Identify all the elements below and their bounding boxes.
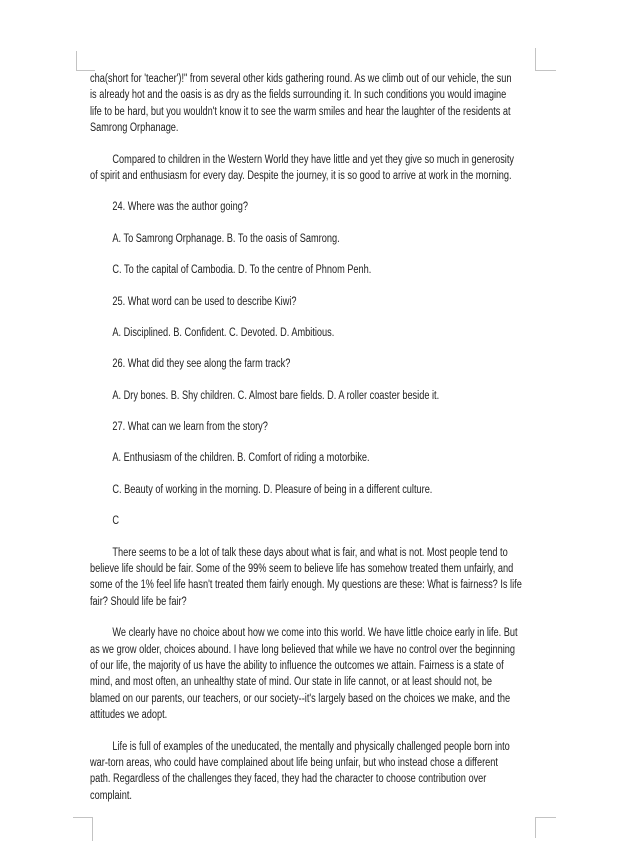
text-line: A. To Samrong Orphanage. B. To the oasis of Samrong. <box>112 232 340 245</box>
text-line: C. To the capital of Cambodia. D. To the centre of Phnom Penh. <box>112 264 372 277</box>
paragraph <box>90 388 560 404</box>
text-line: Samrong Orphanage. <box>90 122 179 135</box>
paragraph <box>90 545 560 611</box>
text-line: cha(short for 'teacher')!" from several other kids gathering round. As we climb out of our vehicle, the sun <box>90 73 512 85</box>
text-line: There seems to be a lot of talk these days about what is fair, and what is not. Most people tend to <box>112 546 508 559</box>
paragraph <box>90 294 560 310</box>
paragraph <box>90 450 560 466</box>
paragraph <box>90 419 560 435</box>
text-line: blamed on our parents, our teachers, or our society--it's largely based on the choices we make, and the <box>90 692 511 705</box>
paragraph <box>90 625 560 723</box>
text-line: believe life should be fair. Some of the 99% seem to believe life has somehow treated them unfairly, and <box>90 563 514 576</box>
text-line: fair? Should life be fair? <box>90 595 187 608</box>
paragraph <box>90 231 560 247</box>
text-line: of spirit and enthusiasm for every day. Despite the journey, it is so good to arrive at work in the morning. <box>90 169 512 182</box>
text-line: Compared to children in the Western World they have little and yet they give so much in generosity <box>112 153 515 166</box>
text-line: complaint. <box>90 789 132 802</box>
text-line: is already hot and the oasis is as dry as the fields surrounding it. In such conditions you would imagine <box>90 89 507 102</box>
paragraph <box>90 262 560 278</box>
text-line: mind, and most often, an unhealthy state of mind. Our state in life cannot, or at least should not, be <box>90 676 492 689</box>
paragraph <box>90 739 560 805</box>
text-line: war-torn areas, who could have complained about life being unfair, but who instead chose a different <box>90 756 498 769</box>
text-line: as we grow older, choices abound. I have long believed that while we have no control over the beginning <box>90 643 516 656</box>
crop-mark-bottom-right <box>535 817 556 838</box>
text-line: 25. What word can be used to describe Kiwi? <box>112 295 297 308</box>
text-line: A. Dry bones. B. Shy children. C. Almost bare fields. D. A roller coaster beside it. <box>112 389 440 402</box>
paragraph <box>90 152 560 185</box>
text-line: 27. What can we learn from the story? <box>112 421 268 434</box>
text-line: of our life, the majority of us have the ability to influence the outcomes we attain. Fairness is a state of <box>90 659 504 672</box>
paragraph <box>90 71 560 137</box>
paragraph <box>90 356 560 372</box>
crop-mark-top-right <box>535 48 556 71</box>
paragraph <box>90 482 560 498</box>
crop-mark-top-left <box>76 51 95 71</box>
text-line: life to be hard, but you wouldn't know it to see the warm smiles and hear the laughter of the residents at <box>90 105 511 118</box>
text-line: some of the 1% feel life hasn't treated them fairly enough. My questions are these: What is fairness? Is life <box>90 579 522 592</box>
text-line: 24. Where was the author going? <box>112 201 248 214</box>
text-line: path. Regardless of the challenges they faced, they had the character to choose contribution over <box>90 773 487 786</box>
paragraph <box>90 199 560 215</box>
text-line: A. Disciplined. B. Confident. C. Devoted. D. Ambitious. <box>112 326 335 339</box>
text-line: 26. What did they see along the farm track? <box>112 358 291 371</box>
text-line: attitudes we adopt. <box>90 709 168 722</box>
text-line: C <box>112 515 120 528</box>
crop-mark-bottom-left <box>73 817 93 841</box>
paragraph <box>90 513 560 529</box>
paragraph <box>90 325 560 341</box>
text-line: C. Beauty of working in the morning. D. Pleasure of being in a different culture. <box>112 483 433 496</box>
text-line: A. Enthusiasm of the children. B. Comfort of riding a motorbike. <box>112 452 370 465</box>
text-line: We clearly have no choice about how we come into this world. We have little choice early in life. But <box>112 627 518 640</box>
document-content <box>90 71 560 819</box>
text-line: Life is full of examples of the uneducated, the mentally and physically challenged people born into <box>112 740 510 753</box>
